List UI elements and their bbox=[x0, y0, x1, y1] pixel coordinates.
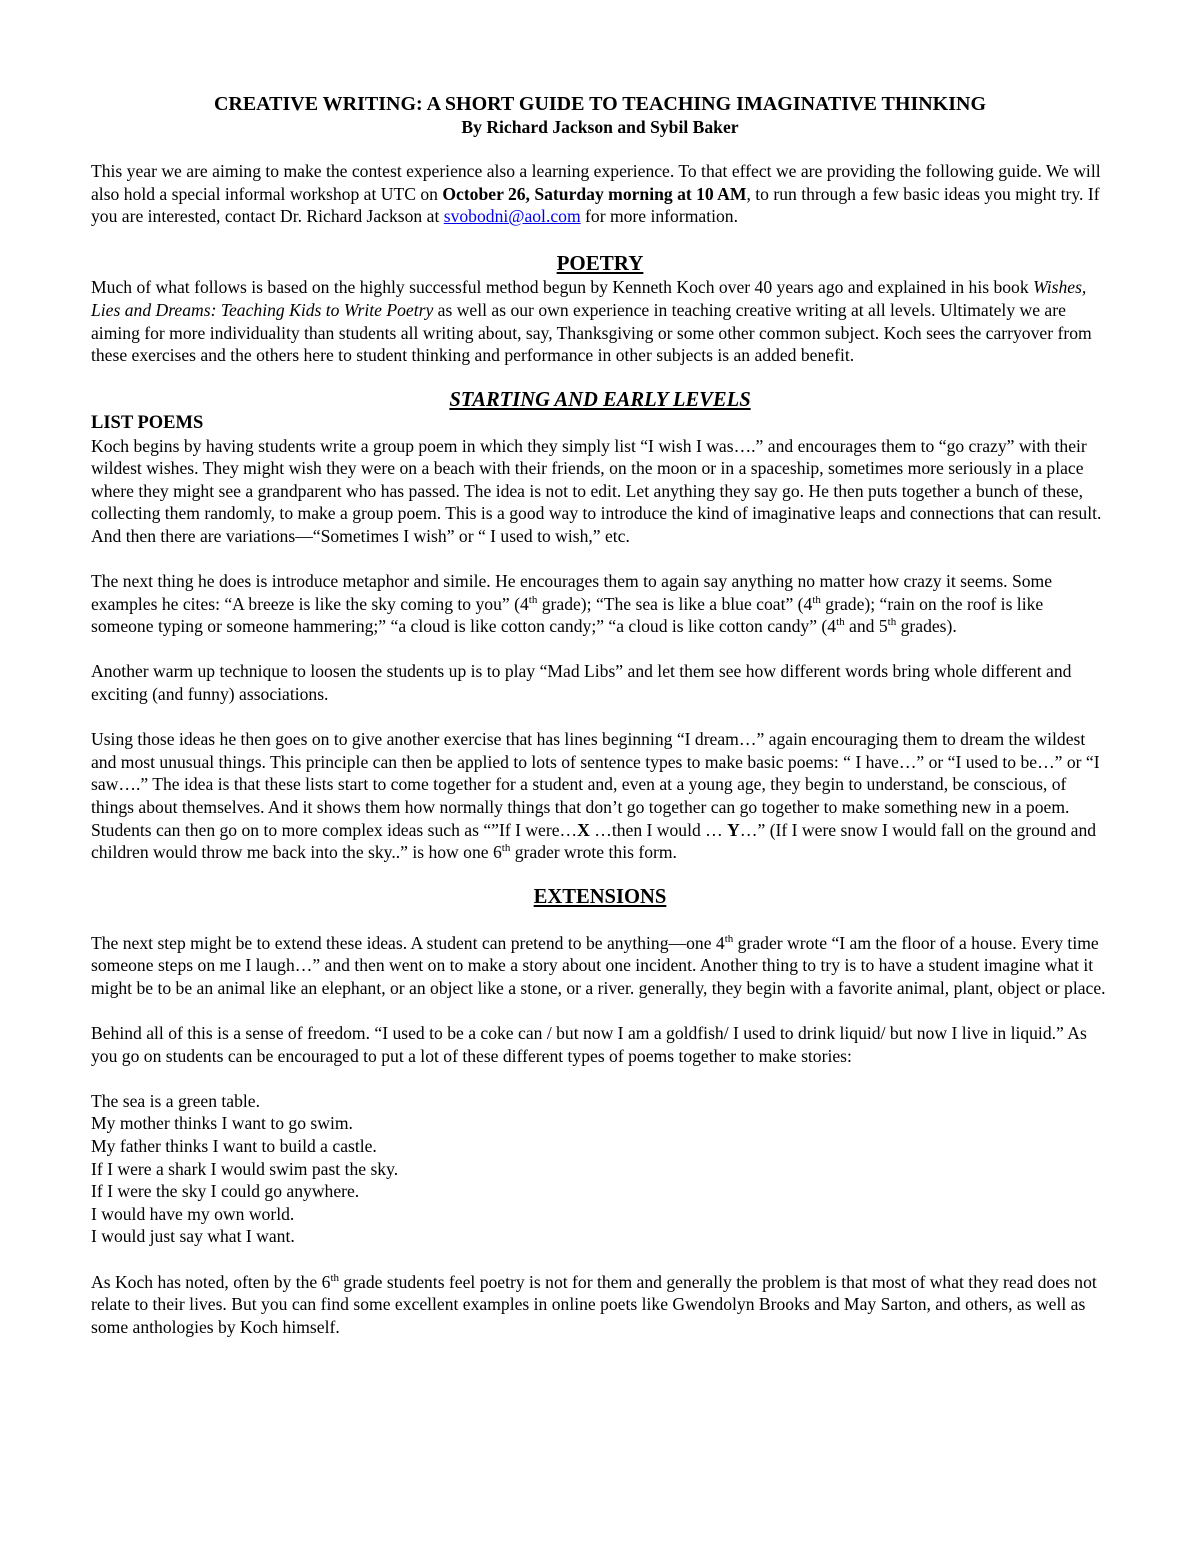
dream-text-3: …” (If I were snow I would fall on the ground and children would throw me back into the sky..” is how one 6 bbox=[91, 819, 1097, 863]
ordinal-suffix: th bbox=[330, 1271, 339, 1284]
example-poem bbox=[91, 1090, 1109, 1248]
dream-text-1: Using those ideas he then goes on to give another exercise that has lines beginning “I dream…” again encouraging them to dream the wildest and most unusual things. This principle can then be applied to lots of sentence types to make basic poems: “ I have…” or “I used to be…” or “I saw….” The idea is that these lists start to come together for a student and, even at a young age, they begin to understand, be conscious, of things about themselves. And it shows them how normally things that don’t go together can go together to make something new in a poem. Students can then go on to more complex ideas such as “”If I were… bbox=[91, 729, 1100, 840]
ordinal-suffix: th bbox=[887, 616, 897, 629]
metaphor-text-5: grades). bbox=[896, 616, 957, 637]
intro-text-2: , to run through a few basic ideas you might try. If you are interested, contact Dr. Richard Jackson at bbox=[91, 183, 1100, 227]
ordinal-suffix: th bbox=[836, 616, 845, 629]
dream-variable-y: Y bbox=[727, 819, 740, 840]
metaphor-paragraph bbox=[91, 570, 1109, 638]
extensions-heading: EXTENSIONS bbox=[533, 886, 667, 909]
poem-line: If I were a shark I would swim past the sky. bbox=[91, 1158, 399, 1179]
document-page bbox=[91, 92, 1109, 1338]
poem-line: My father thinks I want to build a castle. bbox=[91, 1135, 377, 1156]
starting-levels-heading: STARTING AND EARLY LEVELS bbox=[449, 389, 751, 412]
metaphor-text-4: and 5 bbox=[844, 616, 888, 637]
poetry-paragraph bbox=[91, 276, 1109, 366]
list-poems-paragraph: Koch begins by having students write a group poem in which they simply list “I wish I was….” and encourages them to “go crazy” with their wildest wishes. They might wish they were on a beach with their friends, on the moon or in a spaceship, sometimes more seriously in a place where they might see a grandparent who has passed. The idea is not to edit. Let anything they say go. He then puts together a bunch of these, collecting them randomly, to make a group poem. This is a good way to introduce the kind of imaginative leaps and connections that can result. And then there are variations—“Sometimes I wish” or “ I used to wish,” etc. bbox=[91, 435, 1102, 546]
ordinal-suffix: th bbox=[724, 932, 734, 945]
poem-line: I would have my own world. bbox=[91, 1203, 295, 1224]
ordinal-suffix: th bbox=[812, 593, 821, 606]
ordinal-suffix: th bbox=[528, 593, 538, 606]
intro-text-1: This year we are aiming to make the contest experience also a learning experience. To that effect we are providing the following guide. We will also hold a special informal workshop at UTC on bbox=[91, 161, 1101, 204]
dream-paragraph bbox=[91, 728, 1109, 864]
metaphor-text-3: grade); “rain on the roof is like someone typing or someone hammering;” “a cloud is like cotton candy;” “a cloud is like cotton candy” (4 bbox=[91, 593, 1044, 637]
closing-paragraph bbox=[91, 1271, 1109, 1339]
poetry-text-2: as well as our own experience in teaching creative writing at all levels. Ultimately we are aiming for more individuality than students all writing about, say, Thanksgiving or some other common subject. Koch sees the carryover from these exercises and the others here to student thinking and performance in other subjects is an added benefit. bbox=[91, 299, 1092, 366]
document-byline: By Richard Jackson and Sybil Baker bbox=[461, 117, 739, 137]
metaphor-text-2: grade); “The sea is like a blue coat” (4 bbox=[537, 593, 813, 614]
intro-paragraph bbox=[91, 160, 1109, 228]
extensions-text-1b: grader wrote “I am the floor of a house. Every time someone steps on me I laugh…” and then went on to make a story about one incident. Another thing to try is to have a student imagine what it might be to be an animal like an elephant, or an object like a stone, or a river. generally, they begin with a favorite animal, plant, object or place. bbox=[91, 932, 1106, 998]
poetry-heading: POETRY bbox=[556, 251, 644, 276]
document-title: CREATIVE WRITING: A SHORT GUIDE TO TEACHING IMAGINATIVE THINKING bbox=[213, 93, 987, 115]
dream-text-2: …then I would … bbox=[589, 819, 728, 840]
metaphor-text-1: The next thing he does is introduce metaphor and simile. He encourages them to again say anything no matter how crazy it seems. Some examples he cites: “A breeze is like the sky coming to you” (4 bbox=[91, 571, 1053, 614]
poem-line: I would just say what I want. bbox=[91, 1226, 295, 1247]
closing-text-2: grade students feel poetry is not for them and generally the problem is that most of what they read does not relate to their lives. But you can find some excellent examples in online poets like Gwendolyn Brooks and May Sarton, and others, as well as some anthologies by Koch himself. bbox=[91, 1271, 1097, 1337]
book-title: Wishes, Lies and Dreams: Teaching Kids to Write Poetry bbox=[91, 277, 1087, 320]
closing-text-1: As Koch has noted, often by the 6 bbox=[91, 1271, 331, 1292]
workshop-date: October 26, Saturday morning at 10 AM bbox=[442, 183, 747, 204]
poem-line: If I were the sky I could go anywhere. bbox=[91, 1181, 360, 1202]
list-poems-heading: LIST POEMS bbox=[91, 412, 204, 433]
poem-line: The sea is a green table. bbox=[91, 1090, 261, 1111]
mad-libs-paragraph: Another warm up technique to loosen the students up is to play “Mad Libs” and let them see how different words bring whole different and exciting (and funny) associations. bbox=[91, 661, 1072, 705]
extensions-text-1a: The next step might be to extend these ideas. A student can pretend to be anything—one 4 bbox=[91, 932, 725, 953]
ordinal-suffix: th bbox=[501, 842, 511, 855]
poetry-text-1: Much of what follows is based on the highly successful method begun by Kenneth Koch over 40 years ago and explained in his book bbox=[91, 277, 1034, 298]
intro-text-3: for more information. bbox=[580, 206, 738, 227]
email-link[interactable]: svobodni@aol.com bbox=[443, 206, 581, 227]
dream-text-4: grader wrote this form. bbox=[510, 842, 677, 863]
poem-line: My mother thinks I want to go swim. bbox=[91, 1113, 353, 1134]
dream-variable-x: X bbox=[577, 819, 590, 840]
extensions-paragraph-1 bbox=[91, 932, 1109, 1000]
extensions-paragraph-2: Behind all of this is a sense of freedom. “I used to be a coke can / but now I am a goldfish/ I used to drink liquid/ but now I live in liquid.” As you go on students can be encouraged to put a lot of these different types of poems together to make stories: bbox=[91, 1022, 1087, 1066]
